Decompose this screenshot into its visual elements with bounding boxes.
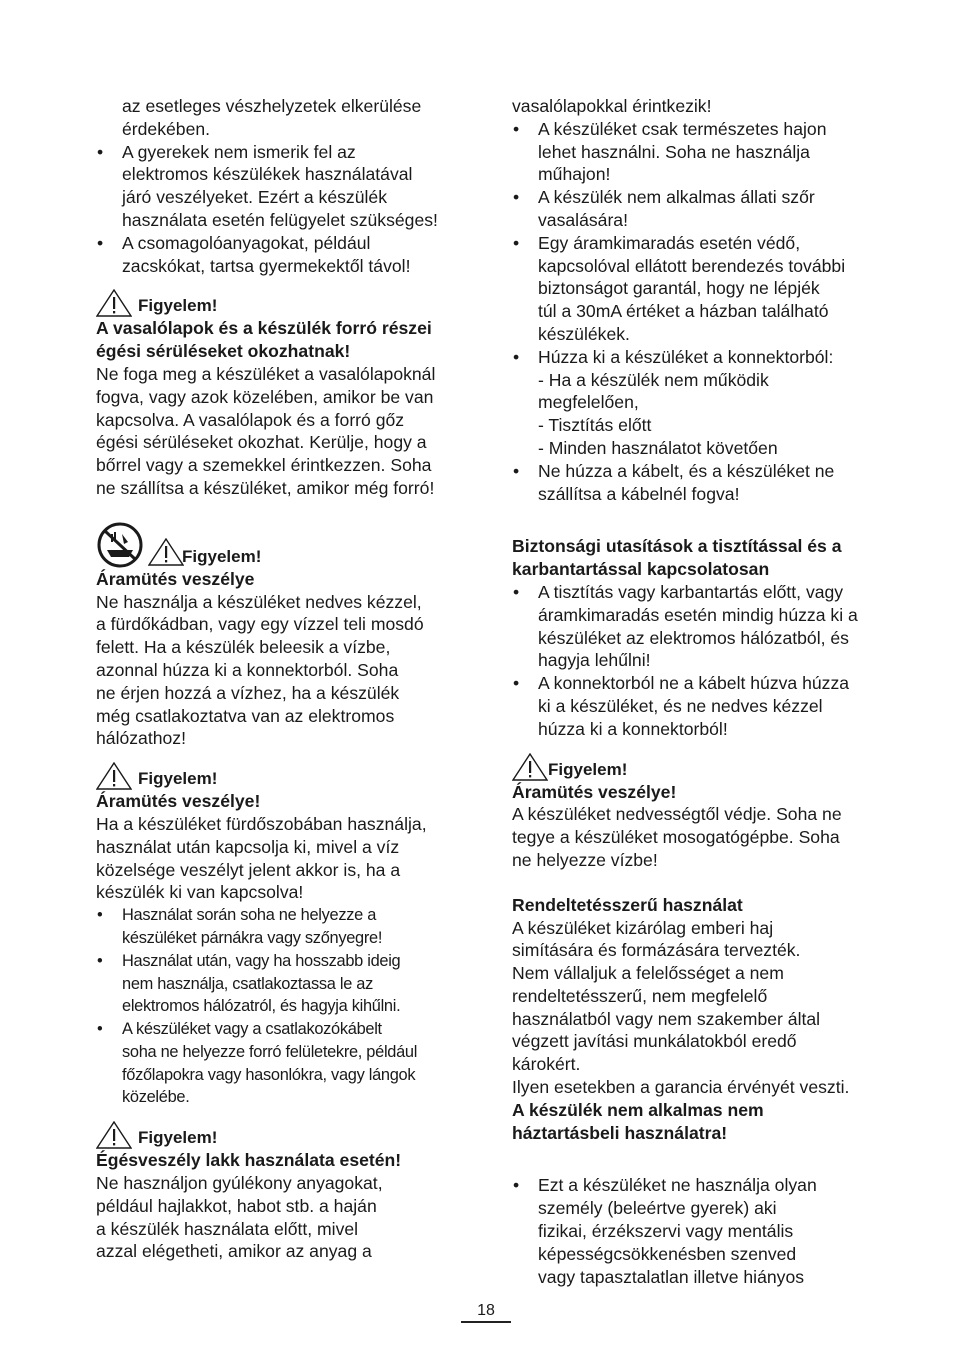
- text-line: rendeltetésszerű, nem megfelelő: [512, 985, 768, 1006]
- warning-triangle-icon: [96, 762, 132, 790]
- list-item: [96, 141, 471, 232]
- text-line: képességcsökkenésben szenved: [538, 1243, 797, 1264]
- text-line: • Ne húzza a kábelt, és a készüléket ne: [538, 460, 835, 481]
- text-line: túl a 30mA értéket a házban található: [538, 301, 829, 322]
- warning-header: [96, 764, 471, 790]
- list-item: [96, 904, 471, 950]
- text-line: készüléket az elektromos hálózatból, és: [538, 627, 849, 648]
- page-number: 18: [477, 1302, 495, 1319]
- bullet-list: [512, 118, 887, 506]
- text-line: • Húzza ki a készüléket a konnektorból:: [538, 346, 834, 367]
- list-item: [512, 118, 887, 186]
- warning-header: [96, 1123, 471, 1149]
- section-heading: Biztonsági utasítások a tisztítással és a: [512, 536, 842, 557]
- text-line: Ne foga meg a készüléket a vasalólapoknál: [96, 363, 436, 384]
- warning-label: Figyelem!: [138, 296, 218, 316]
- warning-heading: Égésveszély lakk használata esetén!: [96, 1150, 402, 1171]
- warning-label: Figyelem!: [548, 759, 628, 779]
- page-number-underline: [461, 1321, 511, 1323]
- text-line: Ilyen esetekben a garancia érvényét veszti.: [512, 1077, 850, 1098]
- warning-label: Figyelem!: [138, 1128, 218, 1148]
- text-line: hagyja lehűlni!: [538, 650, 651, 671]
- text-line: Ne használja a készüléket nedves kézzel,: [96, 591, 422, 612]
- left-column: [96, 95, 471, 1263]
- text-line: A készüléket nedvességtől védje. Soha ne: [512, 804, 842, 825]
- warning-heading: Áramütés veszélye: [96, 568, 255, 589]
- warning-triangle-icon: [96, 1121, 132, 1149]
- warning-header: [96, 522, 471, 568]
- text-line: • A gyerekek nem ismerik fel az: [122, 141, 356, 162]
- text-line: • A készülék nem alkalmas állati szőr: [538, 187, 815, 208]
- text-line: • A tisztítás vagy karbantartás előtt, vagy: [538, 581, 844, 602]
- text-line: közelsége veszélyt jelent akkor is, ha a: [96, 859, 401, 880]
- warning-triangle-icon: [96, 289, 132, 317]
- text-line: simítására és formázására tervezték.: [512, 940, 801, 961]
- bullet-list: [96, 141, 471, 278]
- text-line: készüléket párnákra vagy szőnyegre!: [122, 928, 383, 947]
- text-line: a készülék használata előtt, mivel: [96, 1218, 359, 1239]
- text-line: végzett javítási munkálatokból eredő: [512, 1031, 797, 1052]
- warning-triangle-icon: [512, 753, 548, 781]
- text-line: készülék ki van kapcsolva!: [96, 882, 304, 903]
- text-line: Ne használjon gyúlékony anyagokat,: [96, 1173, 383, 1194]
- text-line: felett. Ha a készülék beleesik a vízbe,: [96, 637, 391, 658]
- list-item: [512, 581, 887, 672]
- section-heading: karbantartással kapcsolatosan: [512, 559, 770, 580]
- text-line: elektromos hálózatról, és hagyja kihűlni.: [122, 997, 401, 1016]
- text-line: • A konnektorból ne a kábelt húzva húzza: [538, 673, 850, 694]
- continued-text: [96, 95, 471, 141]
- text-line: műhajon!: [538, 164, 611, 185]
- text-line: zacskókat, tartsa gyermekektől távol!: [122, 255, 411, 276]
- text-line: azonnal húzza ki a konnektorból. Soha: [96, 659, 399, 680]
- cleaning-section: [512, 535, 887, 740]
- text-line: Ha a készüléket fürdőszobában használja,: [96, 813, 427, 834]
- warning-header: [96, 291, 471, 317]
- bold-notice: háztartásbeli használatra!: [512, 1122, 728, 1143]
- text-line: ne helyezze vízbe!: [512, 849, 658, 870]
- warning-block: [512, 755, 887, 872]
- text-line: például hajlakkot, habot stb. a haján: [96, 1195, 377, 1216]
- list-item: [512, 232, 887, 346]
- text-line: húzza ki a konnektorból!: [538, 718, 728, 739]
- text-line: vasalására!: [538, 209, 628, 230]
- text-line: érdekében.: [122, 118, 211, 139]
- bullet-list: [96, 904, 471, 1109]
- right-column: [512, 95, 887, 1288]
- text-line: kapcsolva. A vasalólapok és a forró gőz: [96, 409, 405, 430]
- no-bath-water-icon: [96, 522, 144, 568]
- text-line: A készüléket kizárólag emberi haj: [512, 917, 774, 938]
- warning-block: [96, 764, 471, 1109]
- text-line: hálózathoz!: [96, 728, 186, 749]
- warning-block: [96, 522, 471, 750]
- list-item: [512, 186, 887, 232]
- text-line: - Minden használatot követően: [538, 437, 778, 458]
- list-item: [512, 672, 887, 740]
- text-line: használata esetén felügyelet szükséges!: [122, 209, 438, 230]
- text-line: nem használja, csatlakoztassa le az: [122, 974, 373, 993]
- text-line: tegye a készüléket mosogatógépbe. Soha: [512, 827, 840, 848]
- text-line: közelébe.: [122, 1088, 190, 1107]
- text-line: áramkimaradás esetén mindig húzza ki a: [538, 604, 858, 625]
- warning-header: [512, 755, 887, 781]
- text-line: • A készüléket csak természetes hajon: [538, 118, 827, 139]
- warning-heading: égési sérüléseket okozhatnak!: [96, 341, 351, 362]
- warning-triangle-icon: [148, 538, 184, 566]
- list-item: [512, 460, 887, 506]
- text-line: bőrrel vagy a szemekkel érintkezzen. Soha: [96, 455, 432, 476]
- text-line: fogva, vagy azok közelében, amikor be van: [96, 386, 434, 407]
- bold-notice: A készülék nem alkalmas nem: [512, 1099, 764, 1120]
- text-line: használat után kapcsolja ki, mivel a víz: [96, 836, 400, 857]
- text-line: • Használat után, vagy ha hosszabb ideig: [122, 951, 401, 970]
- text-line: azzal elégetheti, amikor az anyag a: [96, 1241, 372, 1262]
- text-line: ki a készüléket, és ne nedves kézzel: [538, 695, 823, 716]
- text-line: vagy tapasztalatlan illetve hiányos: [538, 1266, 805, 1287]
- text-line: ne érjen hozzá a vízhez, ha a készülék: [96, 682, 400, 703]
- text-line: soha ne helyezze forró felületekre, például: [122, 1042, 418, 1061]
- section-heading: Rendeltetésszerű használat: [512, 894, 743, 915]
- text-line: készülékek.: [538, 323, 630, 344]
- text-line: a fürdőkádban, vagy egy vízzel teli mosdó: [96, 614, 424, 635]
- text-line: károkért.: [512, 1054, 581, 1075]
- text-line: • Egy áramkimaradás esetén védő,: [538, 232, 801, 253]
- text-line: elektromos készülékek használatával: [122, 164, 413, 185]
- text-line: Nem vállaljuk a felelősséget a nem: [512, 963, 784, 984]
- warning-block: [96, 1123, 471, 1263]
- list-item: [96, 232, 471, 278]
- text-line: fizikai, érzékszervi vagy mentális: [538, 1221, 794, 1242]
- list-item: [512, 1174, 887, 1288]
- text-line: vasalólapokkal érintkezik!: [512, 96, 712, 116]
- bullet-list: [512, 581, 887, 741]
- warning-heading: Áramütés veszélye!: [512, 781, 677, 802]
- text-line: • A csomagolóanyagokat, például: [122, 232, 371, 253]
- warning-label: Figyelem!: [138, 769, 218, 789]
- text-line: égési sérüléseket okozhat. Kerülje, hogy a: [96, 432, 427, 453]
- text-line: • Ezt a készüléket ne használja olyan: [538, 1175, 817, 1196]
- text-line: használatból vagy nem szakember által: [512, 1008, 821, 1029]
- text-line: - Ha a készülék nem működik: [538, 369, 769, 390]
- text-line: személy (beleértve gyerek) aki: [538, 1198, 777, 1219]
- text-line: • Használat során soha ne helyezze a: [122, 906, 377, 925]
- text-line: biztonságot garantál, hogy ne lépjék: [538, 278, 820, 299]
- bullet-list: [512, 1174, 887, 1288]
- list-item: [96, 1018, 471, 1109]
- intended-use-section: [512, 894, 887, 1145]
- text-line: járó veszélyeket. Ezért a készülék: [122, 187, 387, 208]
- text-line: megfelelően,: [538, 392, 639, 413]
- list-item: [96, 950, 471, 1018]
- warning-heading: Áramütés veszélye!: [96, 791, 261, 812]
- text-line: • A készüléket vagy a csatlakozókábelt: [122, 1020, 382, 1039]
- text-line: kapcsolóval ellátott berendezés további: [538, 255, 846, 276]
- text-line: ne szállítsa a készüléket, amikor még forró!: [96, 477, 435, 498]
- text-line: lehet használni. Soha ne használja: [538, 141, 810, 162]
- text-line: szállítsa a kábelnél fogva!: [538, 483, 740, 504]
- warning-label: Figyelem!: [182, 546, 262, 566]
- text-line: főzőlapokra vagy hasonlókra, vagy lángok: [122, 1065, 416, 1084]
- text-line: még csatlakoztatva van az elektromos: [96, 705, 395, 726]
- text-line: - Tisztítás előtt: [538, 415, 652, 436]
- text-line: az esetleges vészhelyzetek elkerülése: [122, 96, 422, 116]
- list-item: [512, 346, 887, 460]
- warning-block: [96, 291, 471, 499]
- warning-heading: A vasalólapok és a készülék forró részei: [96, 318, 432, 339]
